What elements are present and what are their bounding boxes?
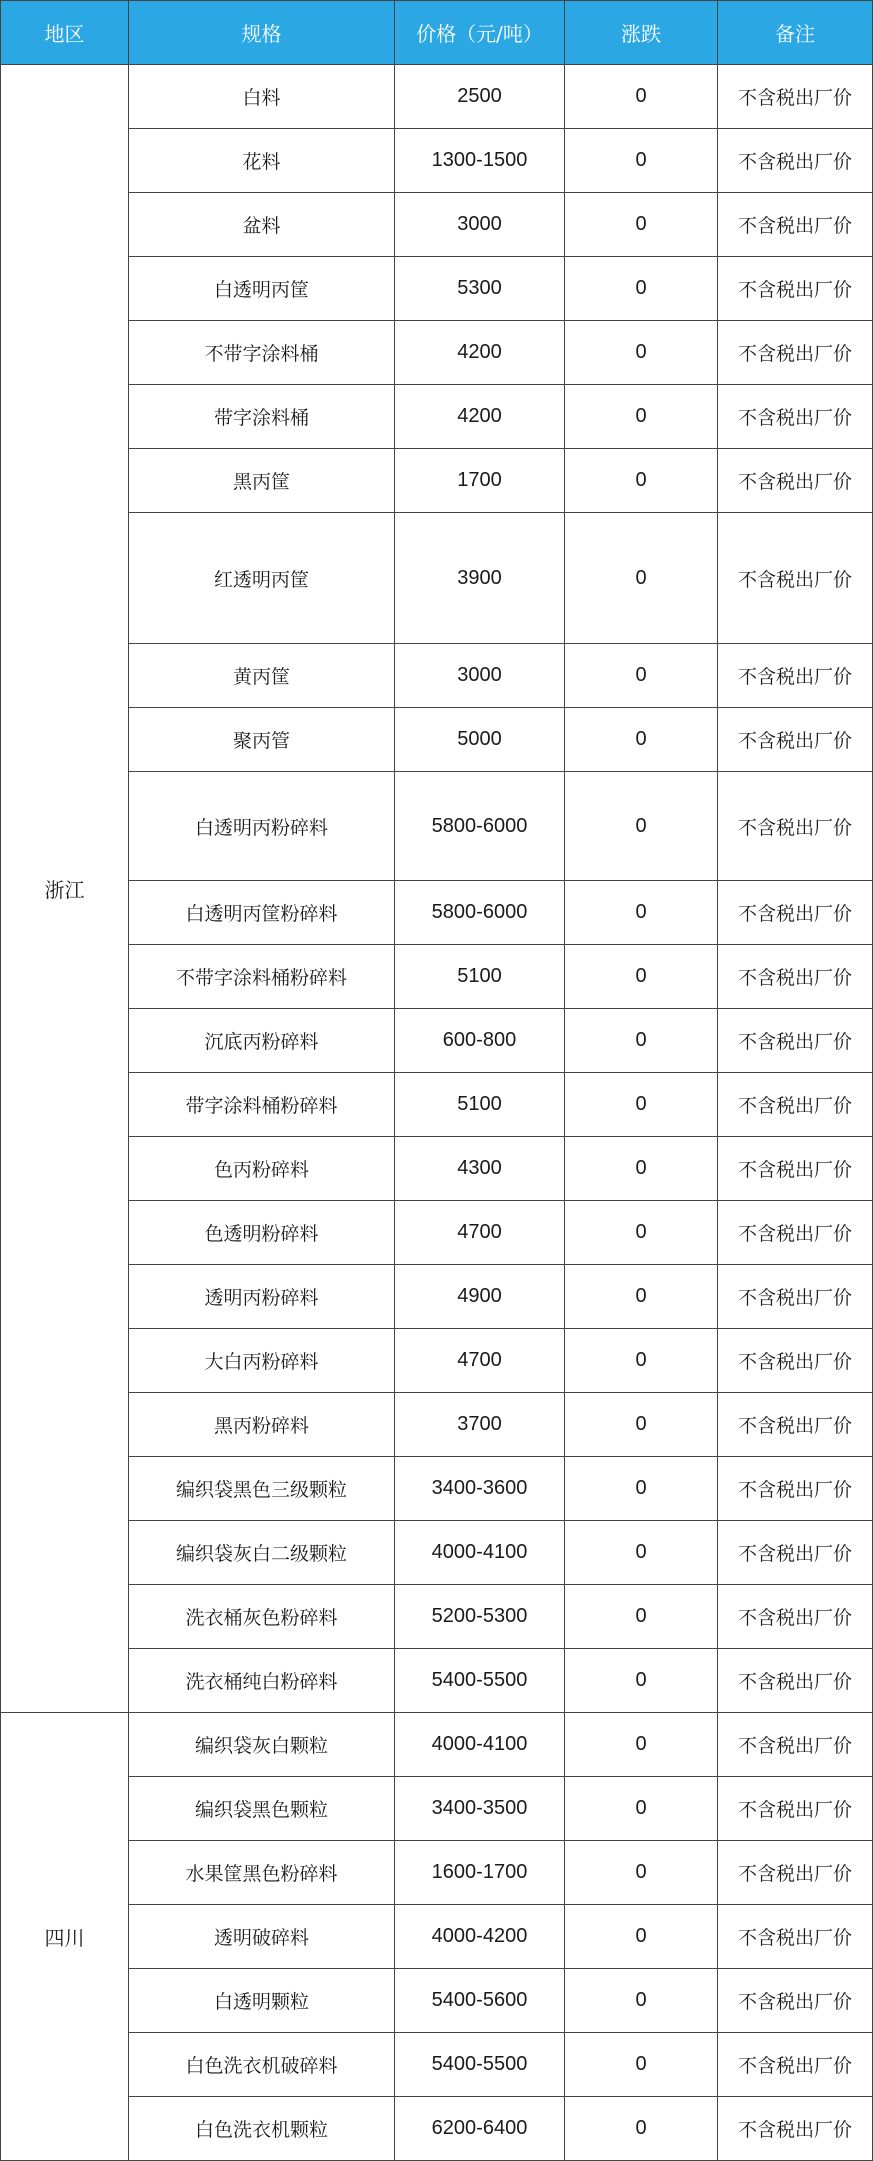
price-cell: 1600-1700 (395, 1841, 565, 1905)
spec-cell: 盆料 (129, 193, 395, 257)
price-cell: 5800-6000 (395, 881, 565, 945)
price-cell: 5300 (395, 257, 565, 321)
note-cell: 不含税出厂价 (718, 1201, 873, 1265)
table-row (1, 1713, 873, 1777)
region-cell: 四川 (1, 1713, 129, 2161)
table-row (1, 1009, 873, 1073)
change-cell: 0 (565, 1713, 718, 1777)
spec-cell: 黑丙粉碎料 (129, 1393, 395, 1457)
change-cell: 0 (565, 257, 718, 321)
table-row (1, 65, 873, 129)
change-cell: 0 (565, 513, 718, 644)
table-row (1, 513, 873, 644)
table-row (1, 1649, 873, 1713)
spec-cell: 白料 (129, 65, 395, 129)
spec-cell: 洗衣桶纯白粉碎料 (129, 1649, 395, 1713)
change-cell: 0 (565, 772, 718, 881)
note-cell: 不含税出厂价 (718, 2097, 873, 2161)
table-row (1, 708, 873, 772)
change-cell: 0 (565, 1009, 718, 1073)
change-cell: 0 (565, 1201, 718, 1265)
change-cell: 0 (565, 129, 718, 193)
table-row (1, 257, 873, 321)
note-cell: 不含税出厂价 (718, 644, 873, 708)
table-row (1, 1585, 873, 1649)
note-cell: 不含税出厂价 (718, 1713, 873, 1777)
note-cell: 不含税出厂价 (718, 193, 873, 257)
note-cell: 不含税出厂价 (718, 65, 873, 129)
note-cell: 不含税出厂价 (718, 385, 873, 449)
price-cell: 5400-5600 (395, 1969, 565, 2033)
spec-cell: 白色洗衣机颗粒 (129, 2097, 395, 2161)
price-cell: 4700 (395, 1329, 565, 1393)
spec-cell: 编织袋黑色三级颗粒 (129, 1457, 395, 1521)
price-cell: 5000 (395, 708, 565, 772)
change-cell: 0 (565, 1969, 718, 2033)
price-cell: 6200-6400 (395, 2097, 565, 2161)
price-cell: 4900 (395, 1265, 565, 1329)
spec-cell: 色丙粉碎料 (129, 1137, 395, 1201)
note-cell: 不含税出厂价 (718, 1585, 873, 1649)
spec-cell: 白透明颗粒 (129, 1969, 395, 2033)
price-cell: 4000-4100 (395, 1521, 565, 1585)
price-cell: 2500 (395, 65, 565, 129)
note-cell: 不含税出厂价 (718, 1969, 873, 2033)
header-price: 价格（元/吨） (395, 1, 565, 65)
spec-cell: 白色洗衣机破碎料 (129, 2033, 395, 2097)
note-cell: 不含税出厂价 (718, 1137, 873, 1201)
spec-cell: 水果筐黑色粉碎料 (129, 1841, 395, 1905)
change-cell: 0 (565, 708, 718, 772)
change-cell: 0 (565, 1073, 718, 1137)
table-row (1, 772, 873, 881)
price-cell: 3000 (395, 193, 565, 257)
table-row (1, 385, 873, 449)
spec-cell: 带字涂料桶粉碎料 (129, 1073, 395, 1137)
price-cell: 5400-5500 (395, 2033, 565, 2097)
spec-cell: 编织袋灰白颗粒 (129, 1713, 395, 1777)
change-cell: 0 (565, 2033, 718, 2097)
note-cell: 不含税出厂价 (718, 1265, 873, 1329)
table-row (1, 1393, 873, 1457)
change-cell: 0 (565, 321, 718, 385)
table-row (1, 1265, 873, 1329)
change-cell: 0 (565, 449, 718, 513)
spec-cell: 色透明粉碎料 (129, 1201, 395, 1265)
note-cell: 不含税出厂价 (718, 945, 873, 1009)
price-cell: 4000-4100 (395, 1713, 565, 1777)
price-cell: 4200 (395, 385, 565, 449)
table-row (1, 1777, 873, 1841)
price-cell: 4300 (395, 1137, 565, 1201)
table-header (1, 1, 873, 65)
spec-cell: 编织袋黑色颗粒 (129, 1777, 395, 1841)
table-body (1, 65, 873, 2161)
table-row (1, 1841, 873, 1905)
price-cell: 1700 (395, 449, 565, 513)
table-row (1, 1329, 873, 1393)
note-cell: 不含税出厂价 (718, 449, 873, 513)
table-row (1, 1521, 873, 1585)
note-cell: 不含税出厂价 (718, 513, 873, 644)
change-cell: 0 (565, 945, 718, 1009)
price-cell: 4200 (395, 321, 565, 385)
table-row (1, 2097, 873, 2161)
spec-cell: 大白丙粉碎料 (129, 1329, 395, 1393)
table-row (1, 1457, 873, 1521)
note-cell: 不含税出厂价 (718, 257, 873, 321)
change-cell: 0 (565, 1649, 718, 1713)
change-cell: 0 (565, 1393, 718, 1457)
price-cell: 3900 (395, 513, 565, 644)
price-cell: 5200-5300 (395, 1585, 565, 1649)
note-cell: 不含税出厂价 (718, 1905, 873, 1969)
spec-cell: 黄丙筐 (129, 644, 395, 708)
price-cell: 4000-4200 (395, 1905, 565, 1969)
change-cell: 0 (565, 1777, 718, 1841)
spec-cell: 不带字涂料桶 (129, 321, 395, 385)
note-cell: 不含税出厂价 (718, 129, 873, 193)
spec-cell: 白透明丙筐粉碎料 (129, 881, 395, 945)
header-note: 备注 (718, 1, 873, 65)
change-cell: 0 (565, 1329, 718, 1393)
table-row (1, 945, 873, 1009)
table-row (1, 1905, 873, 1969)
note-cell: 不含税出厂价 (718, 1841, 873, 1905)
price-cell: 3000 (395, 644, 565, 708)
change-cell: 0 (565, 2097, 718, 2161)
change-cell: 0 (565, 881, 718, 945)
note-cell: 不含税出厂价 (718, 2033, 873, 2097)
table-row (1, 2033, 873, 2097)
spec-cell: 带字涂料桶 (129, 385, 395, 449)
note-cell: 不含税出厂价 (718, 708, 873, 772)
price-cell: 600-800 (395, 1009, 565, 1073)
price-cell: 5800-6000 (395, 772, 565, 881)
price-cell: 3400-3500 (395, 1777, 565, 1841)
table-row (1, 1969, 873, 2033)
spec-cell: 洗衣桶灰色粉碎料 (129, 1585, 395, 1649)
table-row (1, 193, 873, 257)
spec-cell: 不带字涂料桶粉碎料 (129, 945, 395, 1009)
spec-cell: 黑丙筐 (129, 449, 395, 513)
change-cell: 0 (565, 1137, 718, 1201)
note-cell: 不含税出厂价 (718, 1521, 873, 1585)
change-cell: 0 (565, 1521, 718, 1585)
table-row (1, 1201, 873, 1265)
table-row (1, 1137, 873, 1201)
table-row (1, 1073, 873, 1137)
table-row (1, 321, 873, 385)
spec-cell: 白透明丙筐 (129, 257, 395, 321)
change-cell: 0 (565, 385, 718, 449)
header-row (1, 1, 873, 65)
spec-cell: 白透明丙粉碎料 (129, 772, 395, 881)
table-row (1, 644, 873, 708)
table-row (1, 881, 873, 945)
table-row (1, 129, 873, 193)
note-cell: 不含税出厂价 (718, 1777, 873, 1841)
note-cell: 不含税出厂价 (718, 772, 873, 881)
table-row (1, 449, 873, 513)
change-cell: 0 (565, 65, 718, 129)
note-cell: 不含税出厂价 (718, 1329, 873, 1393)
price-cell: 4700 (395, 1201, 565, 1265)
change-cell: 0 (565, 1457, 718, 1521)
price-cell: 5100 (395, 1073, 565, 1137)
price-cell: 3400-3600 (395, 1457, 565, 1521)
spec-cell: 编织袋灰白二级颗粒 (129, 1521, 395, 1585)
change-cell: 0 (565, 1585, 718, 1649)
change-cell: 0 (565, 1905, 718, 1969)
note-cell: 不含税出厂价 (718, 1649, 873, 1713)
note-cell: 不含税出厂价 (718, 321, 873, 385)
spec-cell: 透明破碎料 (129, 1905, 395, 1969)
header-spec: 规格 (129, 1, 395, 65)
change-cell: 0 (565, 1265, 718, 1329)
price-cell: 3700 (395, 1393, 565, 1457)
change-cell: 0 (565, 1841, 718, 1905)
note-cell: 不含税出厂价 (718, 881, 873, 945)
spec-cell: 花料 (129, 129, 395, 193)
change-cell: 0 (565, 193, 718, 257)
note-cell: 不含税出厂价 (718, 1457, 873, 1521)
change-cell: 0 (565, 644, 718, 708)
note-cell: 不含税出厂价 (718, 1009, 873, 1073)
note-cell: 不含税出厂价 (718, 1073, 873, 1137)
spec-cell: 红透明丙筐 (129, 513, 395, 644)
price-cell: 5100 (395, 945, 565, 1009)
header-change: 涨跌 (565, 1, 718, 65)
price-cell: 5400-5500 (395, 1649, 565, 1713)
spec-cell: 聚丙管 (129, 708, 395, 772)
price-cell: 1300-1500 (395, 129, 565, 193)
spec-cell: 沉底丙粉碎料 (129, 1009, 395, 1073)
note-cell: 不含税出厂价 (718, 1393, 873, 1457)
spec-cell: 透明丙粉碎料 (129, 1265, 395, 1329)
region-cell: 浙江 (1, 65, 129, 1713)
header-region: 地区 (1, 1, 129, 65)
